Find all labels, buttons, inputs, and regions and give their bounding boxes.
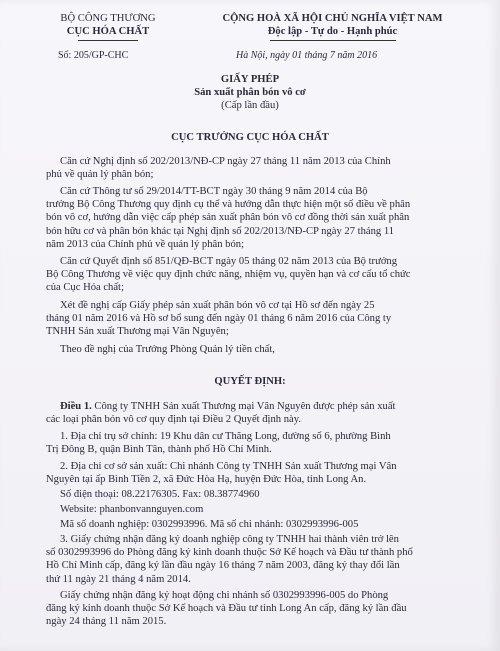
text-line: số 0302993996 do Phòng đăng ký kinh doanh thuộc Sở Kế hoạch và Đầu tư thành phố — [46, 547, 413, 559]
text-line: 1. Địa chỉ trụ sở chính: 19 Khu dân cư Thăng Long, đường số 6, phường Bình — [60, 431, 391, 442]
text-line: Căn cứ Nghị định số 202/2013/NĐ-CP ngày 27 tháng 11 năm 2013 của Chính — [60, 156, 391, 167]
text-line: Hồ Chí Minh cấp, đăng ký lần đầu ngày 16 tháng 7 năm 2003, đăng ký thay đổi lần — [46, 560, 400, 572]
text-line: Căn cứ Thông tư số 29/2014/TT-BCT ngày 30 tháng 9 năm 2014 của Bộ — [60, 186, 368, 197]
text-line: 2. Địa chỉ cơ sở sản xuất: Chi nhánh Công ty TNHH Sản xuất Thương mại Vân — [60, 461, 397, 472]
issuer-underline — [78, 40, 138, 41]
text-line: Căn cứ Quyết định số 851/QĐ-BCT ngày 05 tháng 02 năm 2013 của Bộ trưởng — [60, 256, 398, 267]
tax-codes — [46, 518, 464, 531]
national-header — [200, 12, 465, 38]
branch-registration — [46, 589, 464, 629]
text-line: TNHH Sản xuất Thương mại Vân Nguyên; — [46, 326, 229, 338]
preamble-5 — [46, 343, 464, 356]
document-title: GIẤY PHÉP — [220, 74, 280, 85]
authority-heading: CỤC TRƯỞNG CỤC HÓA CHẤT — [171, 132, 329, 143]
text-line: bón hữu cơ và phân bón khác tại Nghị định số 202/2013/NĐ-CP ngày 27 tháng 11 — [46, 225, 395, 237]
text-line: Bộ Công Thương về việc quy định chức năng, nhiệm vụ, quyền hạn và cơ cấu tổ chức — [46, 269, 411, 281]
text-line: Số điện thoại: 08.22176305. Fax: 08.38774960 — [60, 489, 260, 500]
decision-heading: QUYẾT ĐỊNH: — [214, 376, 286, 387]
text-line: bón vô cơ, hướng dẫn việc cấp phép sản xuất phân bón vô cơ đồng thời sản xuất phân — [46, 212, 410, 224]
article-label: Điều 1. — [60, 401, 92, 412]
text-line: ngày 24 tháng 11 năm 2015. — [46, 616, 167, 628]
preamble-2 — [46, 185, 464, 251]
document-number: Số: 205/GP-CHC — [58, 50, 129, 61]
text-line: Xét đề nghị cấp Giấy phép sản xuất phân bón vô cơ tại Hồ sơ đến ngày 25 — [60, 300, 375, 311]
text-line: phủ về quản lý phân bón; — [46, 169, 154, 181]
production-address — [46, 460, 464, 486]
text-line: Trị Đông B, quận Bình Tân, thành phố Hồ Chí Minh. — [46, 444, 272, 456]
text-line: trưởng Bộ Công Thương quy định cụ thể và hướng dẫn thực hiện một số điều về phân — [46, 199, 411, 211]
issuer-block — [48, 12, 168, 38]
text-line: các loại phân bón vô cơ quy định tại Điều 2 Quyết định này. — [46, 414, 301, 426]
text-line: Mã số doanh nghiệp: 0302993996. Mã số chi nhánh: 0302993996-005 — [60, 519, 359, 530]
country-name: CỘNG HOÀ XÃ HỘI CHỦ NGHĨA VIỆT NAM — [222, 13, 443, 24]
preamble-3 — [46, 255, 464, 295]
text-line: năm 2013 của Chính phủ về quản lý phân bón; — [46, 238, 245, 250]
ministry-name: BỘ CÔNG THƯƠNG — [60, 13, 156, 24]
text-line: tháng 01 năm 2016 và Hồ sơ bổ sung đến ngày 01 tháng 6 năm 2016 của Công ty — [46, 313, 392, 325]
business-registration — [46, 533, 464, 586]
text-line: Nguyên tại ấp Bình Tiền 2, xã Đức Hòa Hạ, huyện Đức Hòa, tỉnh Long An. — [46, 474, 367, 486]
text-line: Giấy chứng nhận đăng ký hoạt động chi nhánh số 0302993996-005 do Phòng — [60, 590, 389, 601]
national-motto: Độc lập - Tự do - Hạnh phúc — [267, 26, 398, 37]
text-line: Theo đề nghị của Trưởng Phòng Quản lý tiền chất, — [60, 344, 275, 355]
preamble-1 — [46, 155, 464, 181]
text-line: 3. Giấy chứng nhận đăng ký doanh nghiệp công ty TNHH hai thành viên trở lên — [60, 534, 399, 545]
document-subtitle: Sản xuất phân bón vô cơ — [194, 87, 306, 98]
preamble-4 — [46, 299, 464, 339]
article-1 — [46, 400, 464, 426]
text-line: đăng ký kinh doanh thuộc Sở Kế hoạch và Đầu tư tỉnh Long An cấp, đăng ký lần đầu — [46, 603, 407, 615]
text-line: Công ty TNHH Sản xuất Thương mại Vân Nguyên được phép sản xuất — [91, 401, 396, 412]
department-name: CỤC HÓA CHẤT — [66, 26, 150, 37]
contact-phone-fax — [46, 488, 464, 501]
issuance-note: (Cấp lần đầu) — [221, 100, 279, 111]
head-office-address — [46, 430, 464, 456]
text-line: Website: phanbonvannguyen.com — [60, 504, 204, 515]
issue-date: Hà Nội, ngày 01 tháng 7 năm 2016 — [236, 50, 378, 61]
contact-website — [46, 503, 464, 516]
motto-underline — [270, 40, 396, 41]
text-line: của Cục Hóa chất; — [46, 282, 124, 294]
title-block — [0, 73, 500, 112]
text-line: thứ 11 ngày 21 tháng 4 năm 2014. — [46, 573, 191, 585]
